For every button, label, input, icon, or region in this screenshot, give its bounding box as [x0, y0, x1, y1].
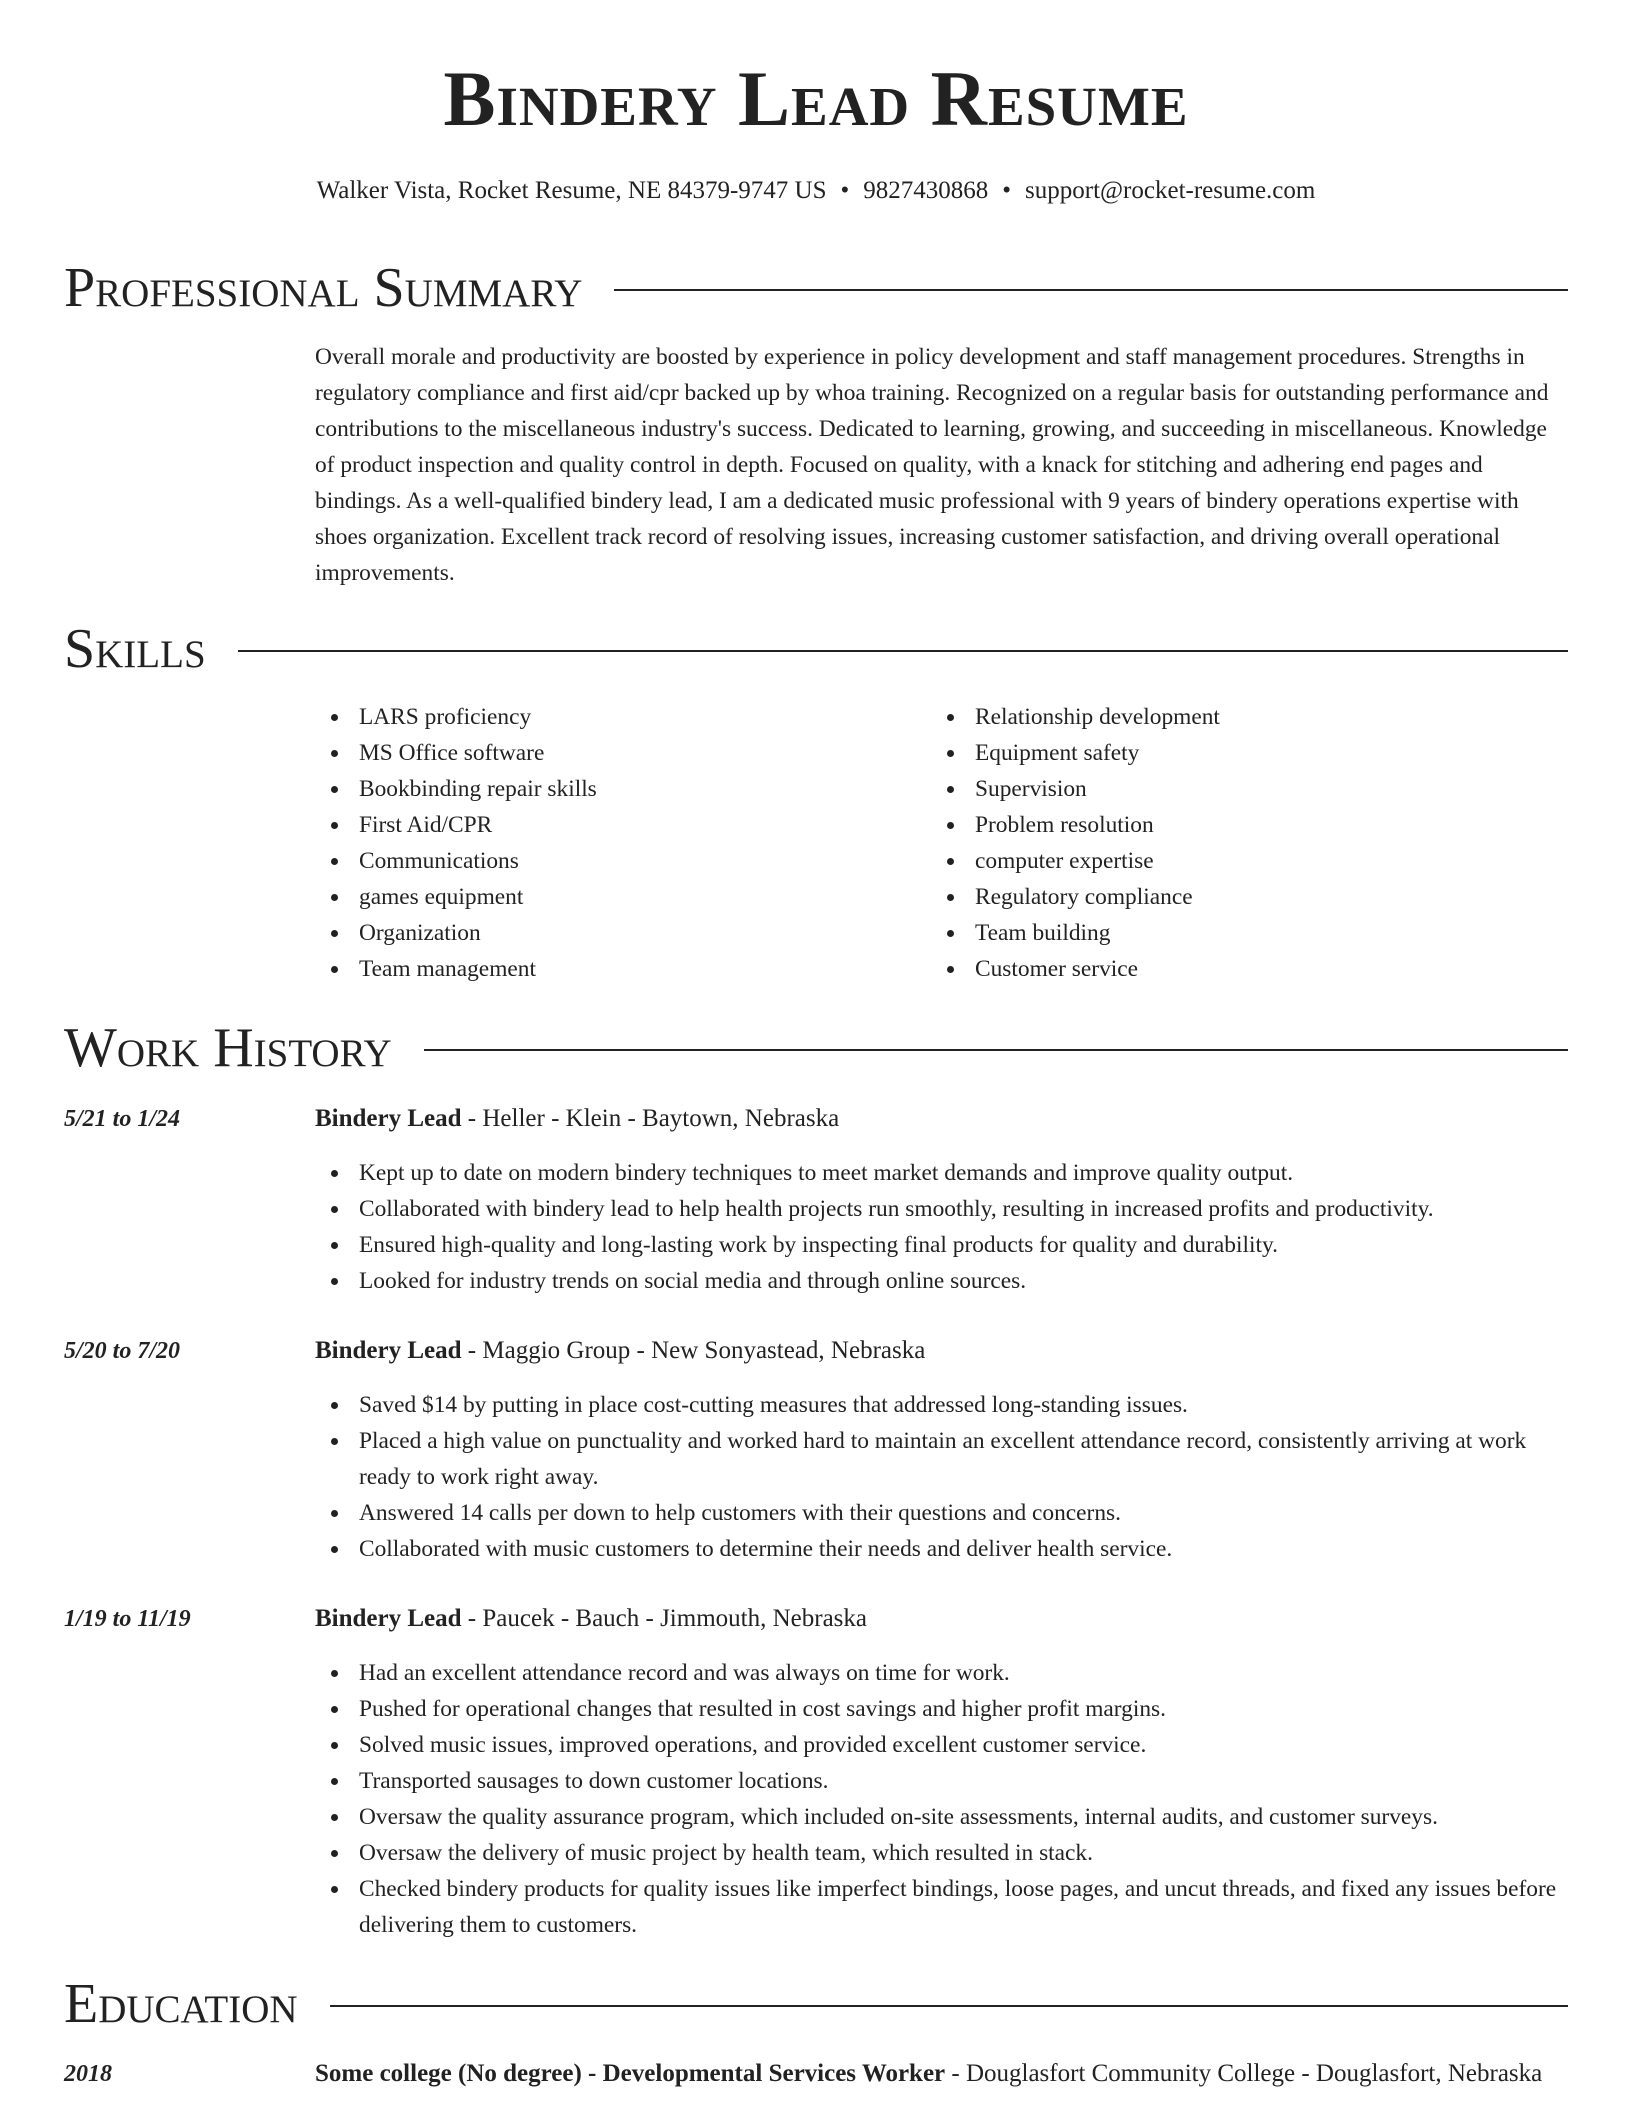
- skills-list: [315, 699, 1568, 987]
- skill-item: Organization: [315, 915, 931, 951]
- skill-item: games equipment: [315, 879, 931, 915]
- resume-title: Bindery Lead Resume: [443, 55, 1189, 142]
- summary-text: Overall morale and productivity are boosted by experience in policy development and staff management procedures. Strengths in regulatory compliance and first aid/cpr backed up by whoa training. Recognized on a regular basis for outstanding performance and contributions to the miscellaneous industry's success. Dedicated to learning, growing, and succeeding in miscellaneous. Knowledge of product inspection and quality control in depth. Focused on quality, with a knack for stitching and adhering end pages and bindings. As a well-qualified bindery lead, I am a dedicated music professional with 9 years of bindery operations expertise with shoes organization. Excellent track record of resolving issues, increasing customer satisfaction, and driving overall operational improvements.: [315, 344, 1549, 586]
- work-employer: - Heller - Klein - Baytown, Nebraska: [461, 1105, 840, 1132]
- work-bullet: Oversaw the delivery of music project by health team, which resulted in stack.: [315, 1835, 1568, 1871]
- skill-item: LARS proficiency: [315, 699, 931, 735]
- contact-line: [0, 176, 1632, 206]
- contact-email[interactable]: support@rocket-resume.com: [1025, 177, 1316, 204]
- section-header-skills: [64, 617, 1568, 681]
- skill-item: MS Office software: [315, 735, 931, 771]
- work-bullet: Saved $14 by putting in place cost-cutting measures that addressed long-standing issues.: [315, 1387, 1568, 1423]
- work-role: Bindery Lead: [315, 1605, 462, 1632]
- work-dates: 5/21 to 1/24: [64, 1106, 181, 1132]
- work-employer: - Maggio Group - New Sonyastead, Nebraska: [461, 1337, 926, 1364]
- work-bullet: Collaborated with bindery lead to help health projects run smoothly, resulting in increased profits and productivity.: [315, 1191, 1568, 1227]
- work-title-line: [315, 1601, 1568, 1637]
- work-bullet: Had an excellent attendance record and was always on time for work.: [315, 1655, 1568, 1691]
- work-dates: 5/20 to 7/20: [64, 1338, 181, 1364]
- section-divider: [614, 289, 1568, 291]
- skill-item: Team management: [315, 951, 931, 987]
- section-divider: [238, 650, 1568, 652]
- work-bullet: Answered 14 calls per down to help customers with their questions and concerns.: [315, 1495, 1568, 1531]
- work-bullet: Solved music issues, improved operations, and provided excellent customer service.: [315, 1727, 1568, 1763]
- section-divider: [330, 2005, 1568, 2007]
- education-degree: Some college (No degree) - Developmental Services Worker: [315, 2060, 946, 2087]
- skill-item: Team building: [931, 915, 1547, 951]
- section-title-summary: Professional Summary: [64, 257, 583, 319]
- work-bullets: [315, 1387, 1568, 1567]
- section-title-work: Work History: [64, 1017, 392, 1079]
- skill-item: Bookbinding repair skills: [315, 771, 931, 807]
- contact-address: Walker Vista, Rocket Resume, NE 84379-9747 US: [316, 177, 827, 204]
- skill-item: Supervision: [931, 771, 1547, 807]
- section-header-summary: [64, 256, 1568, 320]
- education-line: [315, 2056, 1568, 2092]
- section-divider: [424, 1049, 1568, 1051]
- work-bullet: Pushed for operational changes that resulted in cost savings and higher profit margins.: [315, 1691, 1568, 1727]
- work-bullet: Kept up to date on modern bindery techniques to meet market demands and improve quality output.: [315, 1155, 1568, 1191]
- work-bullet: Checked bindery products for quality issues like imperfect bindings, loose pages, and uncut threads, and fixed any issues before delivering them to customers.: [315, 1871, 1568, 1943]
- education-school: - Douglasfort Community College - Douglasfort, Nebraska: [945, 2060, 1543, 2087]
- skills-column-left: [315, 699, 931, 987]
- skill-item: Customer service: [931, 951, 1547, 987]
- work-bullets: [315, 1655, 1568, 1943]
- skill-item: Communications: [315, 843, 931, 879]
- work-role: Bindery Lead: [315, 1337, 462, 1364]
- section-title-education: Education: [64, 1973, 298, 2035]
- skill-item: First Aid/CPR: [315, 807, 931, 843]
- section-header-education: [64, 1972, 1568, 2036]
- skill-item: Regulatory compliance: [931, 879, 1547, 915]
- work-title-line: [315, 1333, 1568, 1369]
- work-bullet: Placed a high value on punctuality and worked hard to maintain an excellent attendance record, consistently arriving at work ready to work right away.: [315, 1423, 1568, 1495]
- work-bullet: Oversaw the quality assurance program, which included on-site assessments, internal audits, and customer surveys.: [315, 1799, 1568, 1835]
- education-year: 2018: [64, 2061, 112, 2087]
- skill-item: Equipment safety: [931, 735, 1547, 771]
- skills-column-right: [931, 699, 1547, 987]
- skill-item: Problem resolution: [931, 807, 1547, 843]
- work-bullet: Looked for industry trends on social media and through online sources.: [315, 1263, 1568, 1299]
- work-bullet: Transported sausages to down customer locations.: [315, 1763, 1568, 1799]
- contact-separator: •: [840, 177, 850, 204]
- contact-separator: •: [1002, 177, 1012, 204]
- contact-phone: 9827430868: [863, 177, 989, 204]
- work-title-line: [315, 1101, 1568, 1137]
- section-title-skills: Skills: [64, 618, 206, 680]
- work-employer: - Paucek - Bauch - Jimmouth, Nebraska: [461, 1605, 867, 1632]
- section-header-work: [64, 1016, 1568, 1080]
- work-bullets: [315, 1155, 1568, 1299]
- work-bullet: Ensured high-quality and long-lasting work by inspecting final products for quality and durability.: [315, 1227, 1568, 1263]
- work-bullet: Collaborated with music customers to determine their needs and deliver health service.: [315, 1531, 1568, 1567]
- skill-item: Relationship development: [931, 699, 1547, 735]
- skill-item: computer expertise: [931, 843, 1547, 879]
- work-dates: 1/19 to 11/19: [64, 1606, 191, 1632]
- work-role: Bindery Lead: [315, 1105, 462, 1132]
